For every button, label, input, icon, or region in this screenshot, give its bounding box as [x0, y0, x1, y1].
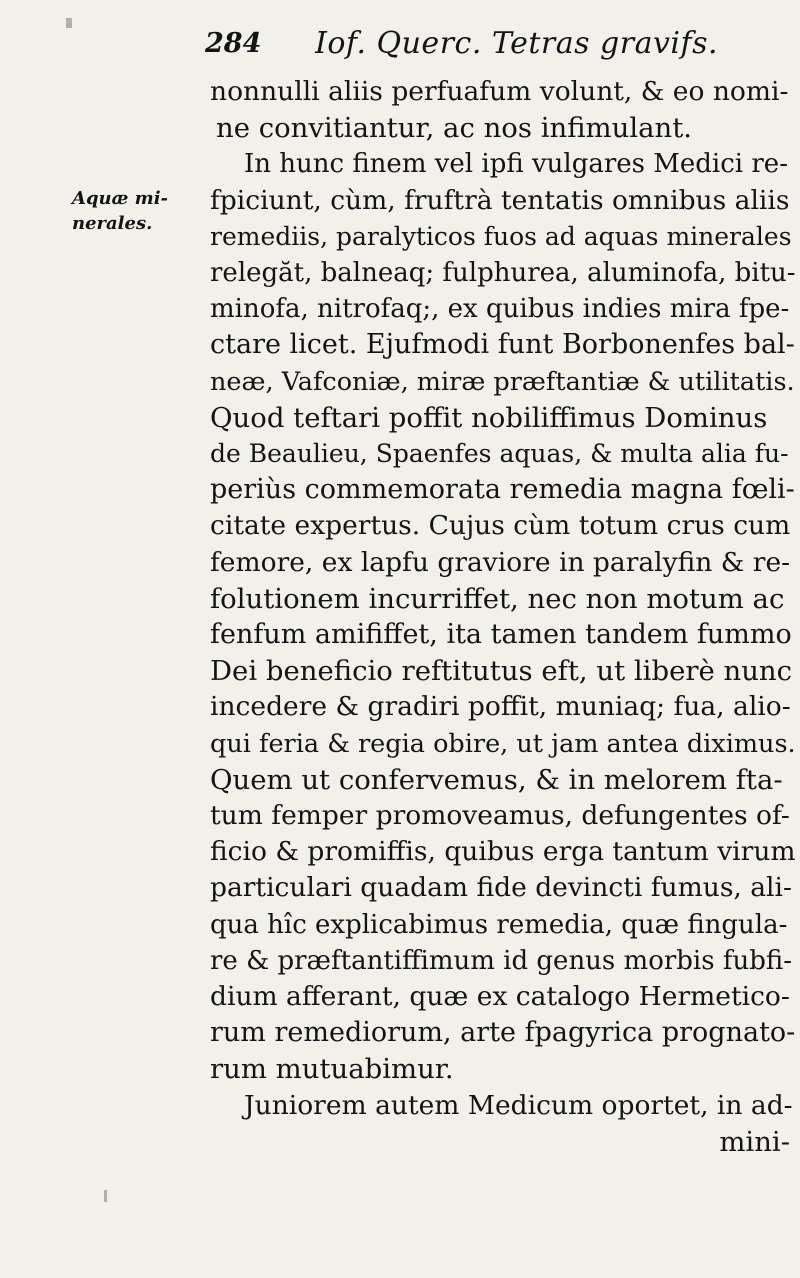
text-line: fpiciunt, cùm, fruftrà tentatis omnibus aliis	[210, 184, 790, 216]
text-line: Dei beneficio reftitutus eft, ut liberè nunc	[210, 655, 793, 688]
page-number: 284	[205, 28, 262, 59]
text-line: minofa, nitrofaq;, ex quibus indies mira fpe-	[210, 294, 790, 325]
margin-note-line: nerales.	[72, 213, 153, 234]
text-line: fenfum amififfet, ita tamen tandem fummo	[210, 619, 792, 651]
text-line: qua hîc explicabimus remedia, quæ fingula-	[210, 909, 788, 940]
text-line: relegăt, balneaq; fulphurea, aluminofa, bitu-	[210, 258, 796, 289]
margin-note-line: Aquæ mi-	[72, 188, 169, 209]
body-text	[210, 74, 796, 1160]
running-title: Iof. Querc. Tetras gravifs.	[315, 26, 719, 61]
text-line: ctare licet. Ejufmodi funt Borbonenfes bal-	[210, 329, 795, 361]
text-line: qui feria & regia obire, ut jam antea diximus.	[210, 728, 796, 759]
paragraph-start-line: Juniorem autem Medicum oportet, in ad-	[244, 1089, 793, 1121]
text-line: incedere & gradiri poffit, muniaq; fua, alio-	[210, 691, 791, 723]
text-line: remediis, paralyticos fuos ad aquas minerales	[210, 221, 792, 251]
margin-note	[72, 186, 192, 236]
catchword: mini-	[719, 1125, 790, 1158]
text-line: dium afferant, quæ ex catalogo Hermetico-	[210, 981, 790, 1013]
text-line: Quod teftari poffit nobiliffimus Dominus	[210, 401, 768, 434]
running-head	[205, 22, 795, 70]
text-line: de Beaulieu, Spaenfes aquas, & multa alia fu-	[210, 439, 789, 469]
text-line: femore, ex lapfu graviore in paralyfin & re-	[210, 546, 791, 578]
paragraph-start-line: In hunc finem vel ipfi vulgares Medici re-	[244, 149, 788, 180]
text-line: re & præftantiffimum id genus morbis fubfi-	[210, 945, 792, 976]
text-line: neæ, Vafconiæ, miræ præftantiæ & utilitatis.	[210, 366, 795, 397]
text-line: rum mutuabimur.	[210, 1053, 454, 1086]
text-line: Quem ut confervemus, & in melorem fta-	[210, 763, 783, 796]
text-line: periùs commemorata remedia magna fœli-	[210, 474, 795, 506]
text-line: citate expertus. Cujus cùm totum crus cum	[210, 510, 791, 542]
text-line: ficio & promiffis, quibus erga tantum virum	[210, 836, 796, 868]
text-line: tum femper promoveamus, defungentes of-	[210, 800, 790, 832]
text-line: folutionem incurriffet, nec non motum ac	[210, 582, 785, 615]
text-line: ne convitiantur, ac nos infimulant.	[216, 112, 693, 145]
text-line: nonnulli aliis perfuafum volunt, & eo nomi-	[210, 76, 789, 107]
text-line: particulari quadam fide devincti fumus, ali-	[210, 872, 792, 904]
speck-decoration	[104, 1190, 107, 1202]
text-line: rum remediorum, arte fpagyrica prognato-	[210, 1017, 796, 1049]
speck-decoration	[66, 18, 72, 28]
